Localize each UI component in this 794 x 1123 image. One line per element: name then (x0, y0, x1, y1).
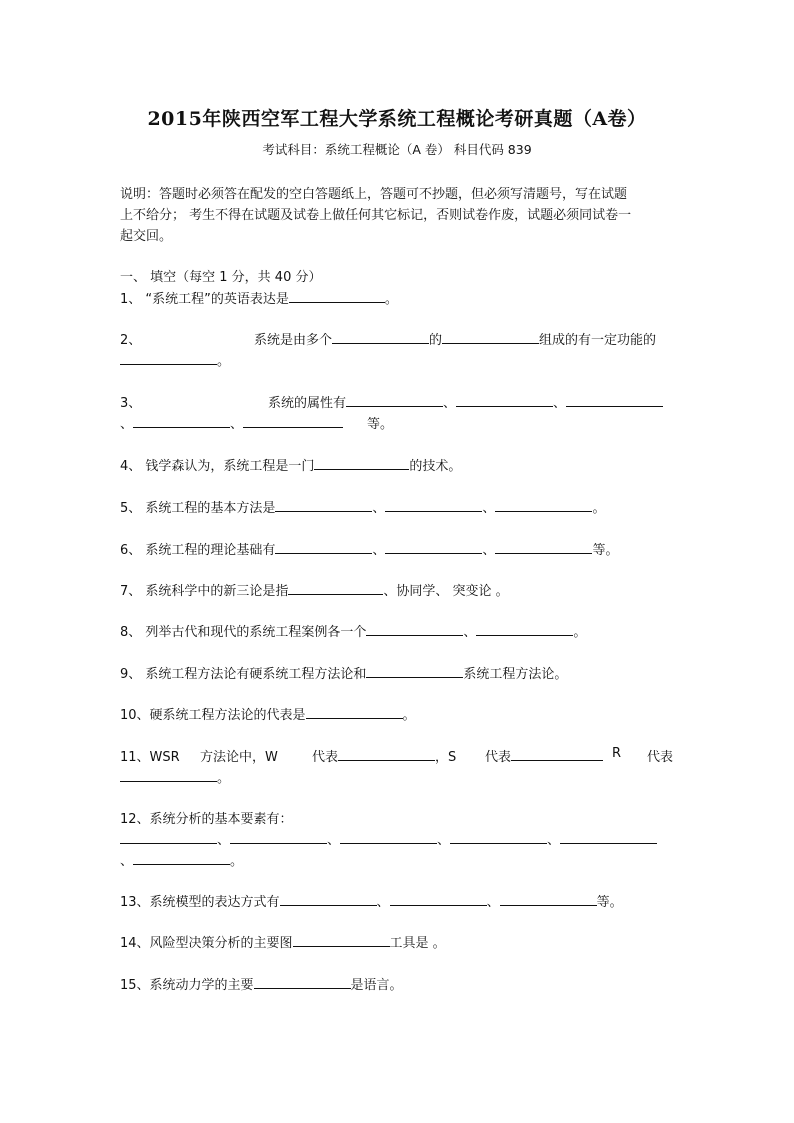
question-text: 6、 系统工程的理论基础有 (120, 543, 276, 558)
question-text: 13、系统模型的表达方式有 (120, 895, 280, 910)
question-text: 、 (482, 543, 496, 558)
question-text: 。 (573, 625, 587, 640)
answer-blank (476, 623, 573, 636)
question-7 (120, 580, 509, 599)
question-text: 、 (327, 833, 341, 848)
question-text: 代表 (485, 750, 512, 765)
question-text: 4、 钱学森认为，系统工程是一门 (120, 459, 315, 474)
question-text: 工具是 。 (389, 936, 446, 951)
question-text: R (612, 746, 622, 761)
question-text: 、 (230, 417, 244, 432)
question-text: ，S (435, 750, 457, 765)
instruction-line: 上不给分； 考生不得在试题及试卷上做任何其它标记，否则试卷作废，试题必须同试卷一 (120, 208, 632, 223)
question-text: 、协同学、 突变论 。 (383, 584, 509, 599)
question-15 (120, 974, 403, 993)
question-13 (120, 891, 623, 910)
section-heading: 一、 填空（每空 1 分，共 40 分） (120, 270, 322, 285)
question-3-cont (120, 413, 393, 432)
question-4 (120, 455, 461, 474)
question-text: 8、 列举古代和现代的系统工程案例各一个 (120, 625, 367, 640)
question-12 (120, 808, 293, 827)
question-text: 9、 系统工程方法论有硬系统工程方法论和 (120, 667, 367, 682)
answer-blank (275, 499, 372, 512)
question-text: 。 (230, 854, 244, 869)
question-text: 7、 系统科学中的新三论是指 (120, 584, 289, 599)
answer-blank (450, 831, 547, 844)
answer-blank (133, 415, 230, 428)
answer-blank (390, 893, 487, 906)
answer-blank (120, 352, 217, 365)
instruction-line: 起交回。 (120, 229, 173, 244)
question-text: 、 (443, 396, 457, 411)
question-5 (120, 497, 605, 516)
answer-blank (495, 499, 592, 512)
question-6 (120, 539, 618, 558)
answer-blank (133, 852, 230, 865)
question-text: 14、风险型决策分析的主要图 (120, 936, 293, 951)
question-3 (120, 392, 675, 411)
question-text: 、 (120, 417, 134, 432)
question-text: 系统工程方法论。 (463, 667, 568, 682)
question-text: 、 (376, 895, 390, 910)
question-1 (120, 288, 398, 307)
question-text: 等。 (592, 543, 619, 558)
question-12-cont (120, 850, 243, 869)
question-text: 、 (547, 833, 561, 848)
question-8 (120, 621, 586, 640)
question-12-blanks (120, 829, 657, 848)
answer-blank (306, 706, 403, 719)
question-text: 的技术。 (409, 459, 462, 474)
answer-blank (560, 831, 657, 844)
question-text: 、 (372, 543, 386, 558)
question-text: 、 (372, 501, 386, 516)
answer-blank (366, 665, 463, 678)
answer-blank (332, 331, 429, 344)
question-9 (120, 663, 567, 682)
question-text: 系统的属性有 (268, 396, 347, 411)
instruction-line: 说明：答题时必须答在配发的空白答题纸上，答题可不抄题，但必须写清题号，写在试题 (120, 187, 628, 202)
question-14 (120, 932, 446, 951)
question-text: 方法论中，W (200, 750, 278, 765)
answer-blank (230, 831, 327, 844)
question-text: 、 (437, 833, 451, 848)
question-text: 、 (463, 625, 477, 640)
answer-blank (338, 748, 435, 761)
question-text: 等。 (596, 895, 623, 910)
question-text: 组成的有一定功能的 (539, 333, 657, 348)
question-text: 是语言。 (350, 978, 403, 993)
question-text: 。 (217, 354, 231, 369)
answer-blank (495, 541, 592, 554)
answer-blank (346, 394, 443, 407)
question-text: 2、 (120, 333, 142, 348)
question-text: 、 (217, 833, 231, 848)
question-text: 3、 (120, 396, 142, 411)
answer-blank (254, 976, 351, 989)
answer-blank (120, 769, 217, 782)
answer-blank (314, 457, 409, 470)
question-text: 代表 (312, 750, 339, 765)
question-text: 、 (120, 854, 134, 869)
answer-blank (289, 290, 385, 303)
answer-blank (280, 893, 377, 906)
question-text: 。 (402, 708, 416, 723)
question-text: 1、 “系统工程”的英语表达是 (120, 292, 289, 307)
answer-blank (243, 415, 343, 428)
question-text: 等。 (367, 417, 394, 432)
question-10 (120, 704, 416, 723)
question-text: 代表 (647, 750, 674, 765)
question-text: 系统是由多个 (254, 333, 333, 348)
question-text: 12、系统分析的基本要素有： (120, 812, 293, 827)
question-text: 15、系统动力学的主要 (120, 978, 254, 993)
answer-blank (275, 541, 372, 554)
answer-blank (293, 934, 390, 947)
answer-blank (288, 582, 383, 595)
answer-blank (566, 394, 663, 407)
question-text: 、 (482, 501, 496, 516)
answer-blank (385, 541, 482, 554)
question-text: 。 (592, 501, 606, 516)
question-2 (120, 329, 675, 348)
answer-blank (120, 831, 217, 844)
question-text: 5、 系统工程的基本方法是 (120, 501, 276, 516)
question-text: 、 (553, 396, 567, 411)
question-11 (120, 746, 675, 765)
exam-subtitle: 考试科目：系统工程概论（A 卷） 科目代码 839 (262, 142, 532, 157)
page-title: 2015年陕西空军工程大学系统工程概论考研真题（A卷） (147, 108, 647, 130)
question-2-cont (120, 350, 230, 369)
question-text: 11、WSR (120, 750, 180, 765)
answer-blank (385, 499, 482, 512)
question-text: 。 (217, 771, 231, 786)
answer-blank (442, 331, 539, 344)
answer-blank (340, 831, 437, 844)
question-text: 、 (486, 895, 500, 910)
question-text: 10、硬系统工程方法论的代表是 (120, 708, 306, 723)
answer-blank (366, 623, 463, 636)
answer-blank (456, 394, 553, 407)
answer-blank (500, 893, 597, 906)
question-text: 的 (429, 333, 443, 348)
answer-blank (511, 748, 603, 761)
question-text: 。 (384, 292, 398, 307)
question-11-cont (120, 767, 230, 786)
